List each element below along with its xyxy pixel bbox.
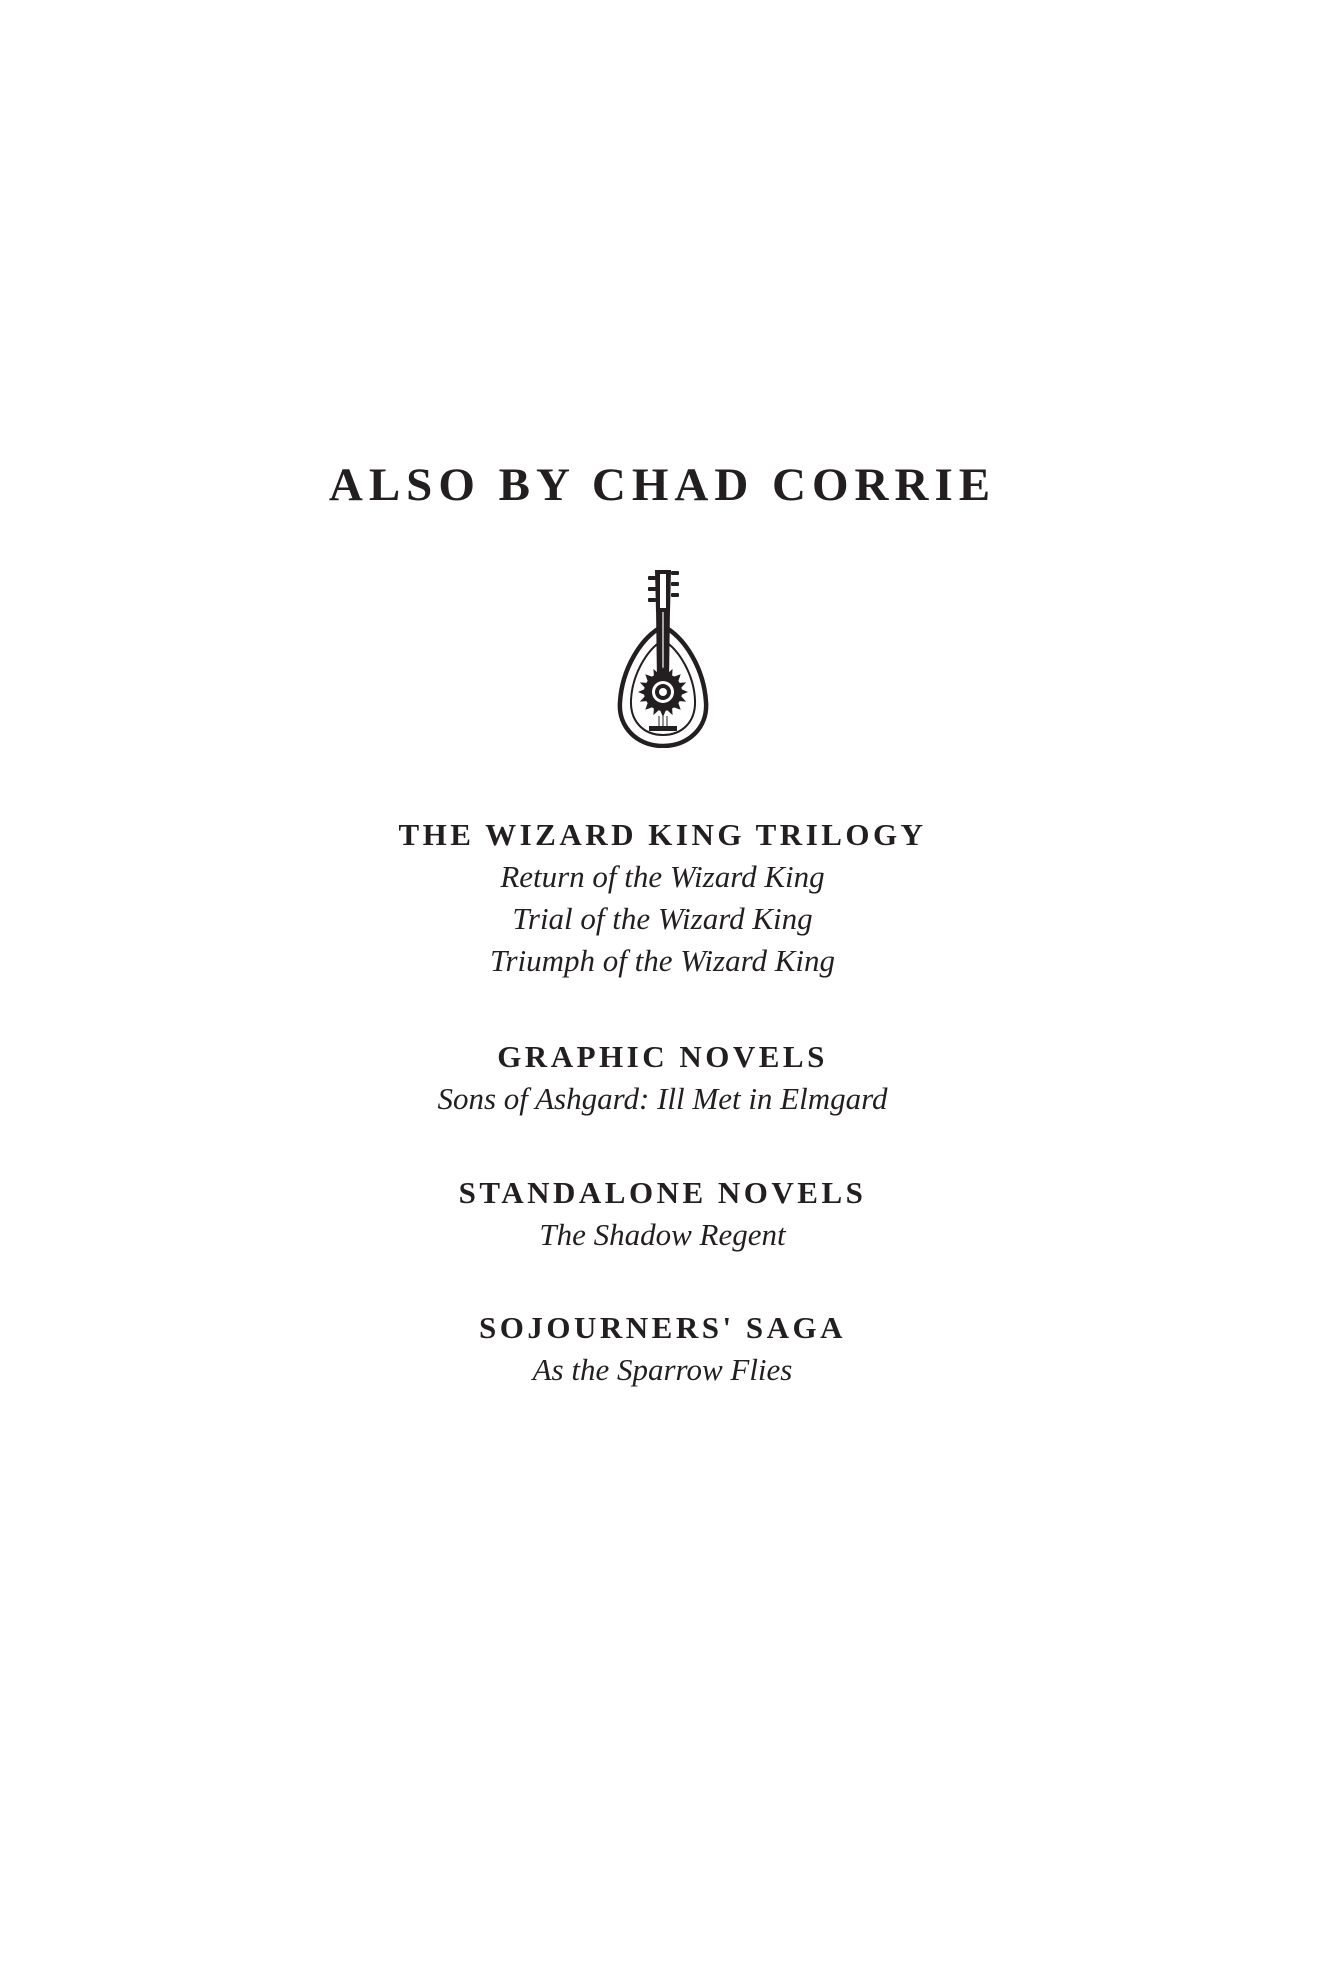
book-title: Return of the Wizard King: [500, 859, 825, 894]
book-title: Triumph of the Wizard King: [489, 943, 836, 978]
book-title: As the Sparrow Flies: [532, 1352, 793, 1387]
series-section-wizard-king: [0, 814, 1325, 982]
section-title: GRAPHIC NOVELS: [497, 1039, 828, 1074]
book-title: The Shadow Regent: [539, 1217, 786, 1252]
series-section-standalone-novels: [0, 1172, 1325, 1256]
section-title: THE WIZARD KING TRILOGY: [398, 817, 927, 852]
book-title: Sons of Ashgard: Ill Met in Elmgard: [437, 1081, 888, 1116]
book-title: Trial of the Wizard King: [512, 901, 813, 936]
series-section-graphic-novels: [0, 1036, 1325, 1120]
section-title: SOJOURNERS' SAGA: [479, 1310, 846, 1345]
lute-icon: [614, 568, 712, 748]
section-title: STANDALONE NOVELS: [458, 1175, 867, 1210]
page-title: ALSO BY CHAD CORRIE: [328, 459, 997, 511]
series-section-sojourners-saga: [0, 1307, 1325, 1391]
